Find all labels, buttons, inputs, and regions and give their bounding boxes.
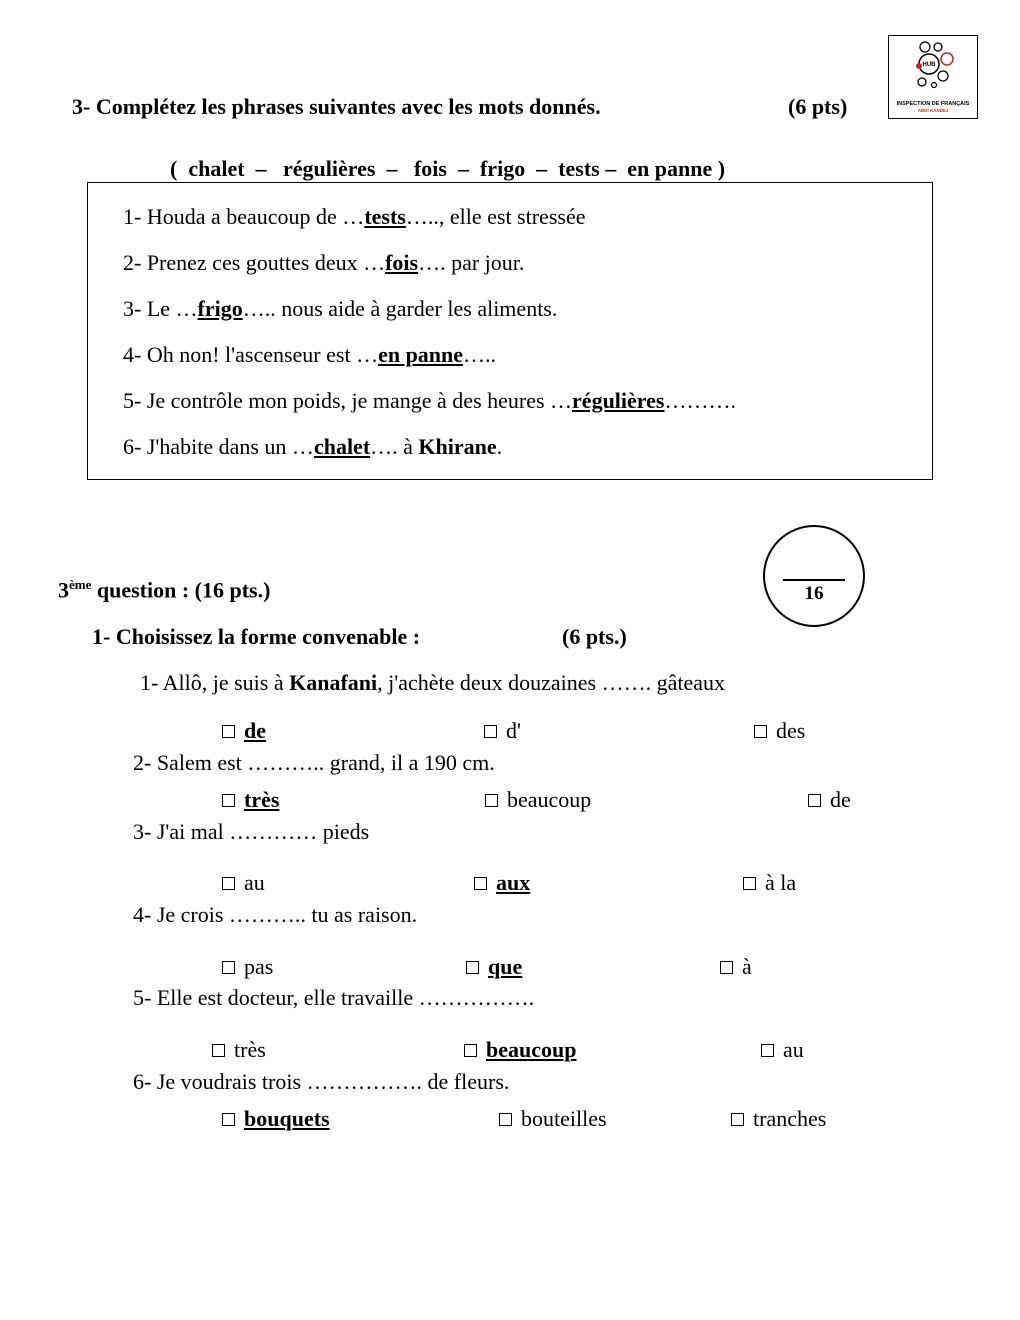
mcq-option[interactable]: de [808, 787, 851, 813]
mcq-option[interactable]: très [212, 1037, 266, 1063]
mcq-option[interactable]: bouteilles [499, 1106, 607, 1132]
fill-answer: régulières [572, 388, 665, 413]
checkbox-icon[interactable] [754, 725, 767, 738]
fill-answer: tests [364, 204, 406, 229]
fill-sentence: 5- Je contrôle mon poids, je mange à des heures …régulières………. [123, 388, 736, 413]
logo-line2: ABDI KANDILI [917, 108, 949, 113]
checkbox-icon[interactable] [808, 794, 821, 807]
word-bank: ( chalet – régulières – fois – frigo – tests – en panne ) [170, 156, 726, 181]
score-line [783, 579, 845, 581]
word-bank-item: frigo [479, 156, 526, 181]
mcq-option[interactable]: beaucoup [485, 787, 591, 813]
exercise-points: (6 pts) [788, 94, 848, 119]
mcq-option[interactable]: pas [222, 954, 273, 980]
mcq-option[interactable]: au [761, 1037, 804, 1063]
fill-sentence: 4- Oh non! l'ascenseur est …en panne….. [123, 342, 497, 367]
checkbox-icon[interactable] [474, 877, 487, 890]
fill-sentence: 1- Houda a beaucoup de …tests….., elle est stressée [123, 204, 586, 229]
checkbox-icon[interactable] [222, 794, 235, 807]
checkbox-icon[interactable] [743, 877, 756, 890]
fill-sentence: 2- Prenez ces gouttes deux …fois…. par jour. [123, 250, 525, 275]
mcq-option[interactable]: tranches [731, 1106, 826, 1132]
word-bank-item: chalet [188, 156, 245, 181]
fill-sentence: 6- J'habite dans un …chalet…. à Khirane. [123, 434, 503, 459]
mcq-question: 3- J'ai mal ………… pieds [133, 819, 370, 844]
mcq-option[interactable]: à [720, 954, 752, 980]
question-title: 3ème question : (16 pts.) [58, 577, 271, 603]
score-circle [763, 525, 865, 627]
logo-brand: HUB [922, 62, 936, 68]
checkbox-icon[interactable] [222, 961, 235, 974]
score-value: 16 [804, 583, 824, 604]
fill-answer: fois [385, 250, 419, 275]
checkbox-icon[interactable] [485, 794, 498, 807]
checkbox-icon[interactable] [222, 1113, 235, 1126]
fill-answer: frigo [197, 296, 243, 321]
mcq-question: 4- Je crois ……….. tu as raison. [133, 902, 418, 927]
part-points: (6 pts.) [562, 624, 627, 649]
part-title: 1- Choisissez la forme convenable : [92, 624, 421, 649]
fill-answer: en panne [378, 342, 464, 367]
mcq-option[interactable]: des [754, 718, 805, 744]
checkbox-icon[interactable] [464, 1044, 477, 1057]
word-bank-item: régulières [283, 156, 376, 181]
checkbox-icon[interactable] [222, 877, 235, 890]
mcq-option[interactable]: à la [743, 870, 796, 896]
mcq-option[interactable]: très [222, 787, 279, 813]
logo-line1: INSPECTION DE FRANÇAIS [896, 101, 970, 107]
checkbox-icon[interactable] [484, 725, 497, 738]
mcq-question: 2- Salem est ……….. grand, il a 190 cm. [133, 750, 495, 775]
mcq-option[interactable]: de [222, 718, 266, 744]
mcq-option[interactable]: beaucoup [464, 1037, 576, 1063]
checkbox-icon[interactable] [720, 961, 733, 974]
mcq-option[interactable]: d' [484, 718, 521, 744]
checkbox-icon[interactable] [731, 1113, 744, 1126]
fill-sentence: 3- Le …frigo….. nous aide à garder les aliments. [123, 296, 558, 321]
mcq-question: 5- Elle est docteur, elle travaille ……………. [133, 985, 535, 1010]
checkbox-icon[interactable] [761, 1044, 774, 1057]
word-bank-item: fois [413, 156, 447, 181]
exercise-title: 3- Complétez les phrases suivantes avec les mots donnés. [72, 94, 601, 119]
checkbox-icon[interactable] [222, 725, 235, 738]
mcq-option[interactable]: que [466, 954, 522, 980]
mcq-question: 1- Allô, je suis à Kanafani, j'achète deux douzaines ……. gâteaux [140, 670, 726, 695]
mcq-option[interactable]: au [222, 870, 265, 896]
mcq-option[interactable]: bouquets [222, 1106, 330, 1132]
word-bank-item: en panne [627, 156, 713, 181]
mcq-option[interactable]: aux [474, 870, 530, 896]
inspection-logo [888, 35, 978, 119]
word-bank-item: tests [558, 156, 600, 181]
checkbox-icon[interactable] [212, 1044, 225, 1057]
mcq-question: 6- Je voudrais trois ……………. de fleurs. [133, 1069, 510, 1094]
checkbox-icon[interactable] [499, 1113, 512, 1126]
fill-answer: chalet [313, 434, 371, 459]
checkbox-icon[interactable] [466, 961, 479, 974]
